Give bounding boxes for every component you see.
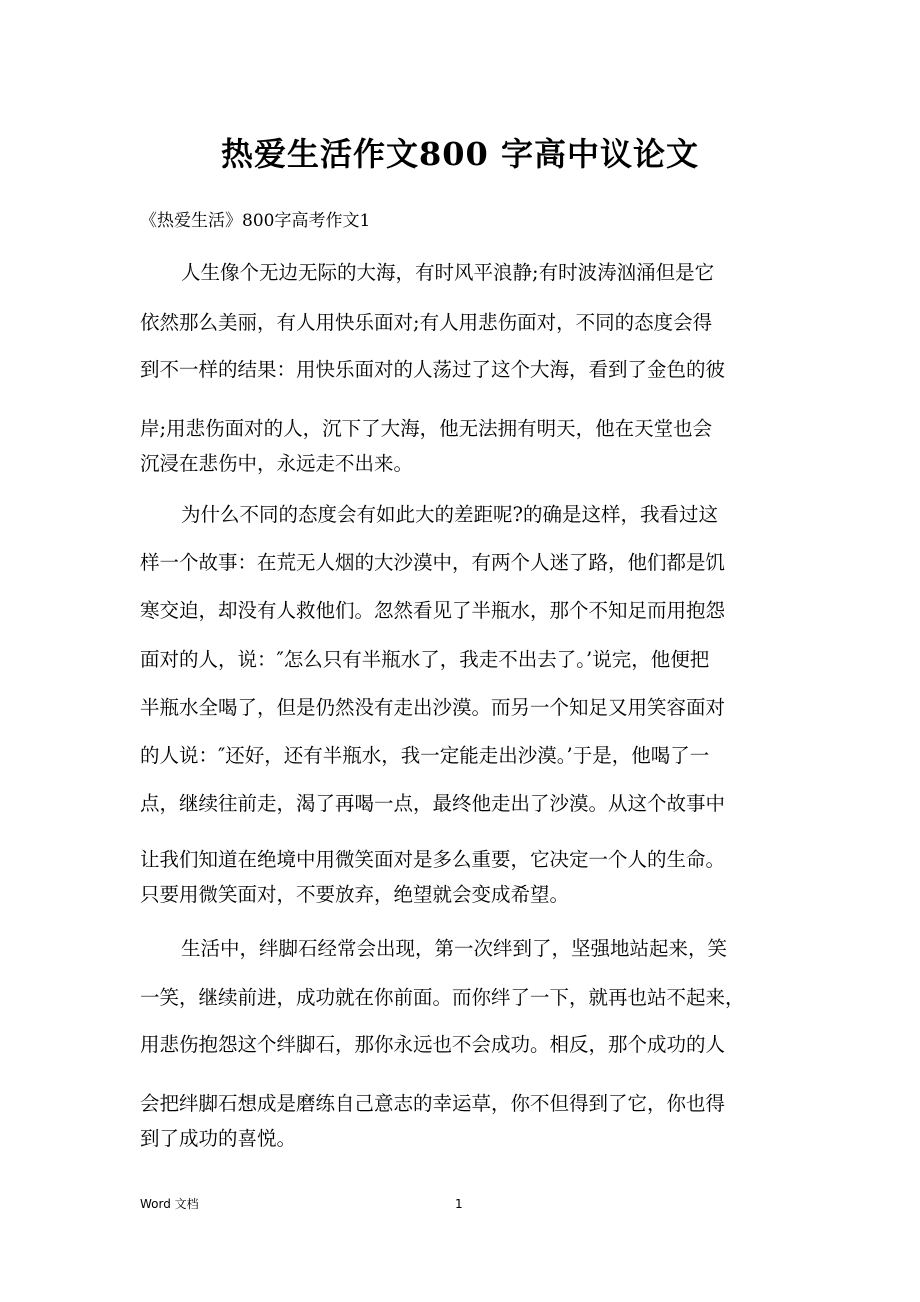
text-line: 人生像个无边无际的大海，有时风平浪静;有时波涛汹涌但是它 (181, 261, 715, 284)
text-line: 样一个故事：在荒无人烟的大沙漠中，有两个人迷了路，他们都是饥 (140, 551, 726, 574)
text-line: 只要用微笑面对，不要放弃，绝望就会变成希望。 (140, 883, 570, 906)
text-line: 面对的人，说：″怎么只有半瓶水了，我走不出去了。’说完，他便把 (140, 648, 710, 671)
footer-page-number: 1 (455, 1197, 463, 1211)
text-line: 沉浸在悲伤中，永远走不出来。 (140, 452, 414, 475)
text-line: 点，继续往前走，渴了再喝一点，最终他走出了沙漠。从这个故事中 (140, 792, 726, 815)
text-line: 的人说：″还好，还有半瓶水，我一定能走出沙漠。’于是，他喝了一 (140, 744, 710, 767)
text-line: 为什么不同的态度会有如此大的差距呢?的确是这样，我看过这 (181, 503, 718, 526)
text-line: 寒交迫，却没有人救他们。忽然看见了半瓶水，那个不知足而用抱怨 (140, 599, 726, 622)
footer-doc-label: Word 文档 (140, 1197, 199, 1211)
text-line: 到不一样的结果：用快乐面对的人荡过了这个大海，看到了金色的彼 (140, 358, 726, 381)
text-line: 半瓶水全喝了，但是仍然没有走出沙漠。而另一个知足又用笑容面对 (140, 696, 726, 719)
text-line: 会把绊脚石想成是磨练自己意志的幸运草，你不但得到了它，你也得 (140, 1092, 726, 1115)
text-line: 岸;用悲伤面对的人，沉下了大海，他无法拥有明天，他在天堂也会 (140, 417, 713, 440)
text-line: 依然那么美丽，有人用快乐面对;有人用悲伤面对，不同的态度会得 (140, 311, 713, 334)
text-line: 生活中，绊脚石经常会出现，第一次绊到了，坚强地站起来，笑 (181, 937, 728, 960)
text-line: 到了成功的喜悦。 (140, 1127, 297, 1150)
text-line: 让我们知道在绝境中用微笑面对是多么重要，它决定一个人的生命。 (140, 848, 726, 871)
text-line: 一笑，继续前进，成功就在你前面。而你绊了一下，就再也站不起来， (140, 986, 745, 1009)
text-line: 用悲伤抱怨这个绊脚石，那你永远也不会成功。相反，那个成功的人 (140, 1033, 726, 1056)
section-heading: 《热爱生活》800字高考作文1 (140, 211, 371, 231)
document-title: 热爱生活作文800 字高中议论文 (221, 135, 699, 173)
